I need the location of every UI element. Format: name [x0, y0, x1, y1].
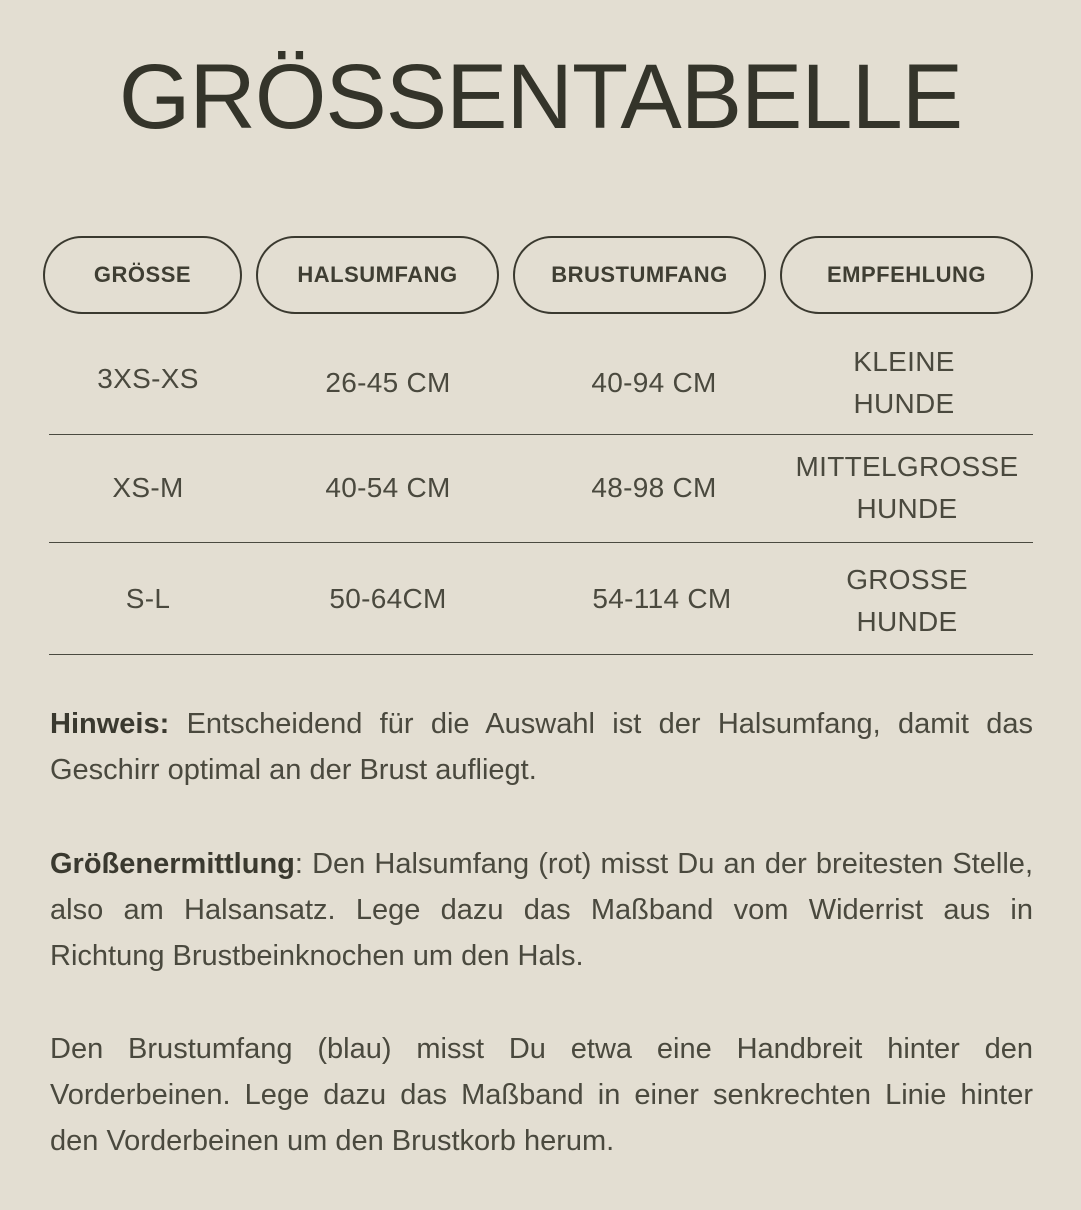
- row1-recommendation: [774, 341, 1034, 425]
- row3-rec-line2: HUNDE: [856, 606, 958, 637]
- row-divider-1: [49, 434, 1033, 435]
- row-divider-3: [49, 654, 1033, 655]
- row1-neck: 26-45 CM: [325, 367, 451, 398]
- header-recommendation: EMPFEHLUNG: [780, 236, 1033, 314]
- note-paragraph: [50, 701, 1033, 793]
- row2-rec-line1: MITTELGROSSE: [795, 451, 1019, 482]
- row2-neck: 40-54 CM: [325, 472, 451, 503]
- row3-size: S-L: [125, 583, 171, 614]
- row-divider-2: [49, 542, 1033, 543]
- row3-chest: 54-114 CM: [592, 583, 732, 614]
- note-text: Entscheidend für die Auswahl ist der Halsumfang, damit das Geschirr optimal an der Brust aufliegt.: [50, 708, 1033, 786]
- row1-size: 3XS-XS: [97, 363, 199, 394]
- row3-rec-line1: GROSSE: [846, 564, 968, 595]
- row2-rec-line2: HUNDE: [856, 493, 958, 524]
- chest-paragraph: Den Brustumfang (blau) misst Du etwa eine Handbreit hinter den Vorderbeinen. Lege dazu das Maßband in einer senkrechten Linie hinter den Vorderbeinen um den Brustkorb herum.: [50, 1033, 1033, 1157]
- measure-text: : Den Halsumfang (rot) misst Du an der breitesten Stelle, also am Halsansatz. Lege dazu das Maßband vom Widerrist aus in Richtung Brustbeinknochen um den Hals.: [50, 848, 1033, 972]
- header-neck: HALSUMFANG: [256, 236, 499, 314]
- row2-size: XS-M: [112, 472, 184, 503]
- row1-rec-line1: KLEINE: [853, 346, 955, 377]
- row1-chest: 40-94 CM: [591, 367, 717, 398]
- row2-recommendation: [774, 446, 1040, 530]
- row2-chest: 48-98 CM: [591, 472, 717, 503]
- row1-rec-line2: HUNDE: [853, 388, 955, 419]
- page-title: GRÖSSENTABELLE: [118, 46, 963, 148]
- measure-label: Größenermittlung: [50, 848, 295, 880]
- measure-paragraph: [50, 841, 1033, 979]
- header-chest: BRUSTUMFANG: [513, 236, 766, 314]
- row3-recommendation: [777, 559, 1037, 643]
- row3-neck: 50-64CM: [329, 583, 447, 614]
- header-size: GRÖSSE: [43, 236, 242, 314]
- note-label: Hinweis:: [50, 708, 170, 740]
